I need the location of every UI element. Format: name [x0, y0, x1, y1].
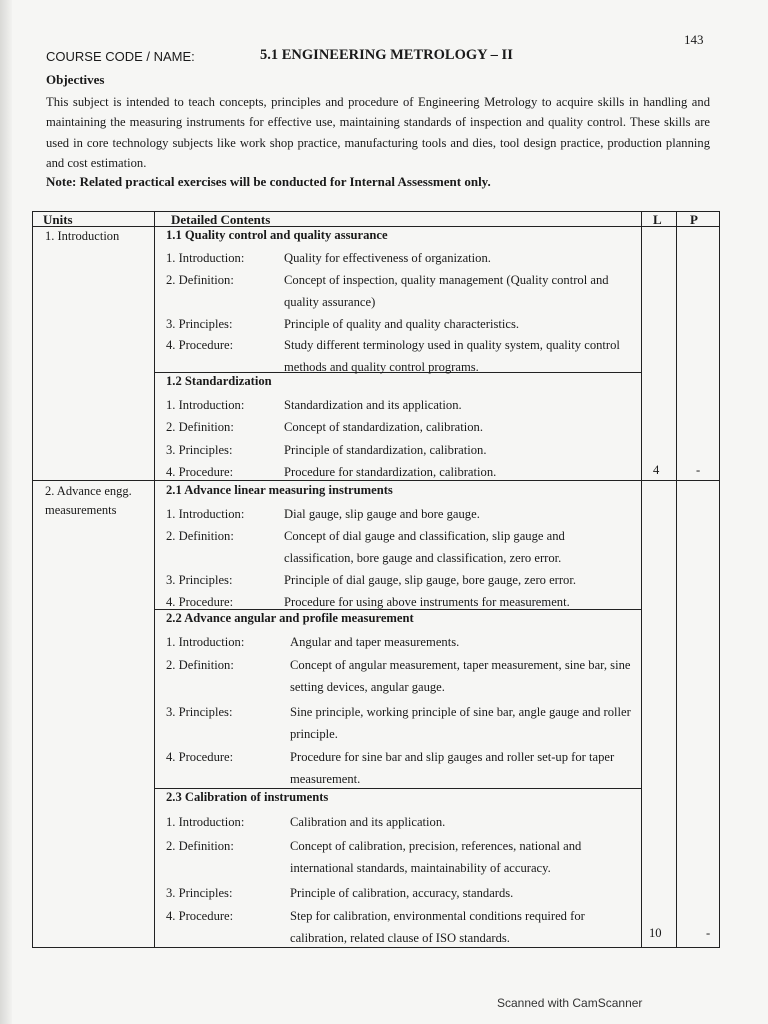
objectives-paragraph: This subject is intended to teach concepts, principles and procedure of Engineering Metrology to acquire skills in handling and maintaining the measuring instruments for effective use, maintaining standards of inspection and quality control. These skills are used in core technology subjects like work shop practice, manufacturing tools and dies, tool design practice, production planning and cost estimation. — [46, 95, 710, 170]
header-p: P — [690, 212, 698, 227]
row-value: Principle of quality and quality characteristics. — [284, 317, 520, 331]
page-number: 143 — [684, 32, 704, 47]
section-heading: 2.2 Advance angular and profile measurement — [166, 611, 414, 625]
header-detailed-contents: Detailed Contents — [171, 212, 271, 227]
course-title: 5.1 ENGINEERING METROLOGY – II — [260, 47, 513, 63]
header-l: L — [653, 212, 662, 227]
row-key: 2. Definition: — [166, 529, 234, 543]
row-value: Standardization and its application. — [284, 398, 462, 412]
row-value: Study different terminology used in quality system, quality control methods and quality control programs. — [284, 338, 620, 374]
assessment-note: Note: Related practical exercises will be conducted for Internal Assessment only. — [46, 174, 491, 189]
row-key: 2. Definition: — [166, 839, 234, 853]
row-key: 2. Definition: — [166, 658, 234, 672]
row-key: 3. Principles: — [166, 705, 233, 719]
row-key: 4. Procedure: — [166, 595, 234, 609]
row-value: Concept of standardization, calibration. — [284, 420, 483, 434]
row-key: 1. Introduction: — [166, 398, 245, 412]
row-value: Concept of angular measurement, taper measurement, sine bar, sine setting devices, angular gauge. — [290, 658, 631, 694]
row-key: 3. Principles: — [166, 317, 233, 331]
row-key: 4. Procedure: — [166, 909, 234, 923]
row-value: Principle of standardization, calibration. — [284, 443, 487, 457]
row-key: 1. Introduction: — [166, 815, 245, 829]
row-value: Principle of calibration, accuracy, standards. — [290, 886, 514, 900]
scan-edge-shadow — [0, 0, 12, 1024]
unit-name: 2. Advance engg. measurements — [45, 484, 132, 517]
unit-l-hours: 10 — [649, 926, 662, 940]
row-value: Procedure for sine bar and slip gauges and roller set-up for taper measurement. — [290, 750, 615, 786]
row-value: Step for calibration, environmental conditions required for calibration, related clause of ISO standards. — [290, 909, 585, 945]
section-heading: 2.3 Calibration of instruments — [166, 790, 329, 804]
section-heading: 1.2 Standardization — [166, 374, 272, 388]
row-key: 4. Procedure: — [166, 750, 234, 764]
row-key: 3. Principles: — [166, 886, 233, 900]
row-value: Concept of dial gauge and classification, slip gauge and classification, bore gauge and classification, zero error. — [284, 529, 565, 565]
row-key: 1. Introduction: — [166, 635, 245, 649]
row-key: 1. Introduction: — [166, 507, 245, 521]
header-units: Units — [43, 212, 73, 227]
row-value: Procedure for using above instruments for measurement. — [284, 595, 570, 609]
row-key: 3. Principles: — [166, 573, 233, 587]
row-key: 4. Procedure: — [166, 465, 234, 479]
table-divider — [641, 212, 642, 947]
row-value: Procedure for standardization, calibration. — [284, 465, 497, 479]
row-key: 2. Definition: — [166, 420, 234, 434]
scanner-watermark: Scanned with CamScanner — [497, 996, 643, 1010]
row-key: 2. Definition: — [166, 273, 234, 287]
unit-p-hours: - — [696, 463, 701, 477]
row-value: Quality for effectiveness of organization. — [284, 251, 491, 265]
row-value: Dial gauge, slip gauge and bore gauge. — [284, 507, 480, 521]
row-key: 1. Introduction: — [166, 251, 245, 265]
table-divider — [676, 212, 677, 947]
syllabus-table — [32, 211, 720, 948]
objectives-heading: Objectives — [46, 72, 105, 87]
row-value: Calibration and its application. — [290, 815, 446, 829]
row-value: Principle of dial gauge, slip gauge, bore gauge, zero error. — [284, 573, 576, 587]
table-divider — [154, 212, 155, 947]
row-value: Sine principle, working principle of sine bar, angle gauge and roller principle. — [290, 705, 631, 741]
unit-p-hours: - — [706, 926, 711, 940]
row-value: Concept of inspection, quality management (Quality control and quality assurance) — [284, 273, 609, 309]
unit-l-hours: 4 — [653, 463, 660, 477]
unit-name: 1. Introduction — [45, 229, 120, 243]
row-key: 3. Principles: — [166, 443, 233, 457]
course-code-label: COURSE CODE / NAME: — [46, 49, 195, 64]
section-heading: 1.1 Quality control and quality assurance — [166, 228, 388, 242]
row-key: 4. Procedure: — [166, 338, 234, 352]
row-value: Concept of calibration, precision, references, national and international standards, maintainability of accuracy. — [290, 839, 582, 875]
section-heading: 2.1 Advance linear measuring instruments — [166, 483, 393, 497]
row-value: Angular and taper measurements. — [290, 635, 460, 649]
